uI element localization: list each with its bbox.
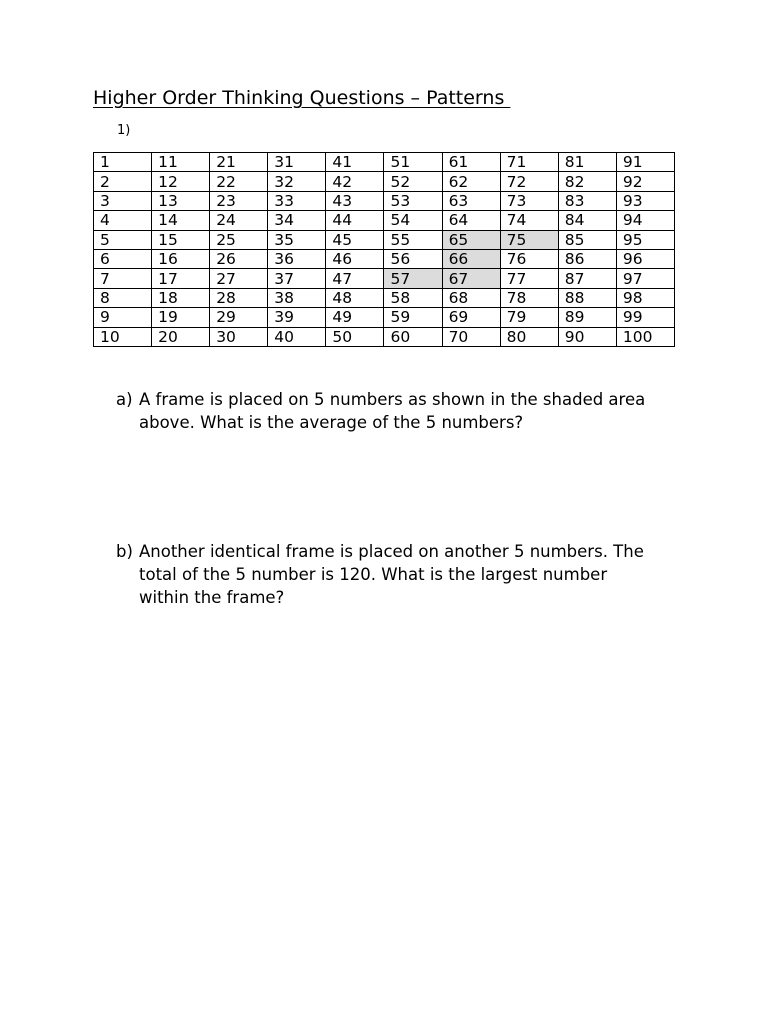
question-a-text: A frame is placed on 5 numbers as shown in the shaded area above. What is the average of the 5 numbers? [139,390,646,432]
table-cell: 12 [152,172,210,191]
table-cell: 47 [326,269,384,288]
table-cell: 90 [558,327,616,346]
table-cell: 71 [500,153,558,172]
question-a-label: a) [116,390,133,409]
table-cell: 14 [152,211,210,230]
table-cell: 9 [94,308,152,327]
table-cell: 91 [616,153,674,172]
table-cell: 7 [94,269,152,288]
table-cell: 78 [500,288,558,307]
table-cell: 85 [558,230,616,249]
table-cell: 35 [268,230,326,249]
table-cell: 61 [442,153,500,172]
table-cell: 1 [94,153,152,172]
table-cell: 89 [558,308,616,327]
table-cell: 11 [152,153,210,172]
table-cell: 97 [616,269,674,288]
table-row [94,288,675,307]
table-cell: 83 [558,191,616,210]
table-cell: 51 [384,153,442,172]
table-cell: 43 [326,191,384,210]
table-row [94,172,675,191]
table-cell: 76 [500,249,558,268]
table-cell: 87 [558,269,616,288]
table-cell: 80 [500,327,558,346]
shaded-table-cell: 65 [442,230,500,249]
table-cell: 19 [152,308,210,327]
table-cell: 68 [442,288,500,307]
table-cell: 38 [268,288,326,307]
shaded-table-cell: 67 [442,269,500,288]
table-cell: 13 [152,191,210,210]
table-cell: 49 [326,308,384,327]
table-cell: 34 [268,211,326,230]
table-cell: 72 [500,172,558,191]
table-cell: 32 [268,172,326,191]
question-a [116,388,659,434]
table-cell: 28 [210,288,268,307]
table-cell: 36 [268,249,326,268]
table-cell: 100 [616,327,674,346]
table-cell: 64 [442,211,500,230]
table-cell: 84 [558,211,616,230]
table-cell: 55 [384,230,442,249]
table-cell: 92 [616,172,674,191]
table-cell: 82 [558,172,616,191]
table-cell: 53 [384,191,442,210]
table-row [94,269,675,288]
hundred-grid-table [93,152,675,347]
table-cell: 37 [268,269,326,288]
table-cell: 77 [500,269,558,288]
table-cell: 15 [152,230,210,249]
shaded-table-cell: 66 [442,249,500,268]
table-cell: 24 [210,211,268,230]
table-cell: 26 [210,249,268,268]
table-cell: 86 [558,249,616,268]
table-cell: 96 [616,249,674,268]
table-cell: 40 [268,327,326,346]
question-b [116,540,659,609]
table-cell: 48 [326,288,384,307]
table-cell: 5 [94,230,152,249]
table-cell: 17 [152,269,210,288]
table-cell: 42 [326,172,384,191]
shaded-table-cell: 75 [500,230,558,249]
question-b-label: b) [116,542,133,561]
table-cell: 29 [210,308,268,327]
table-cell: 3 [94,191,152,210]
table-cell: 45 [326,230,384,249]
table-row [94,230,675,249]
table-row [94,308,675,327]
table-cell: 70 [442,327,500,346]
table-cell: 60 [384,327,442,346]
table-row [94,211,675,230]
table-row [94,249,675,268]
table-cell: 22 [210,172,268,191]
table-cell: 46 [326,249,384,268]
table-cell: 69 [442,308,500,327]
table-row [94,327,675,346]
table-cell: 74 [500,211,558,230]
table-cell: 98 [616,288,674,307]
table-cell: 18 [152,288,210,307]
table-cell: 54 [384,211,442,230]
page-title: Higher Order Thinking Questions – Patterns [93,87,511,109]
table-cell: 73 [500,191,558,210]
table-cell: 30 [210,327,268,346]
table-cell: 23 [210,191,268,210]
question-b-text: Another identical frame is placed on another 5 numbers. The total of the 5 number is 120. What is the largest number within the frame? [139,542,644,607]
table-cell: 63 [442,191,500,210]
shaded-table-cell: 57 [384,269,442,288]
table-cell: 10 [94,327,152,346]
table-cell: 94 [616,211,674,230]
question-number: 1) [117,123,131,138]
table-cell: 6 [94,249,152,268]
table-cell: 27 [210,269,268,288]
table-cell: 16 [152,249,210,268]
table-cell: 59 [384,308,442,327]
table-cell: 44 [326,211,384,230]
table-cell: 2 [94,172,152,191]
table-cell: 50 [326,327,384,346]
table-cell: 25 [210,230,268,249]
table-cell: 21 [210,153,268,172]
table-cell: 88 [558,288,616,307]
table-cell: 52 [384,172,442,191]
table-cell: 31 [268,153,326,172]
table-cell: 99 [616,308,674,327]
table-cell: 95 [616,230,674,249]
table-cell: 58 [384,288,442,307]
table-cell: 81 [558,153,616,172]
table-cell: 39 [268,308,326,327]
table-cell: 62 [442,172,500,191]
table-row [94,153,675,172]
table-row [94,191,675,210]
table-cell: 20 [152,327,210,346]
table-cell: 79 [500,308,558,327]
table-cell: 4 [94,211,152,230]
table-cell: 41 [326,153,384,172]
table-cell: 8 [94,288,152,307]
table-cell: 33 [268,191,326,210]
table-cell: 56 [384,249,442,268]
table-cell: 93 [616,191,674,210]
